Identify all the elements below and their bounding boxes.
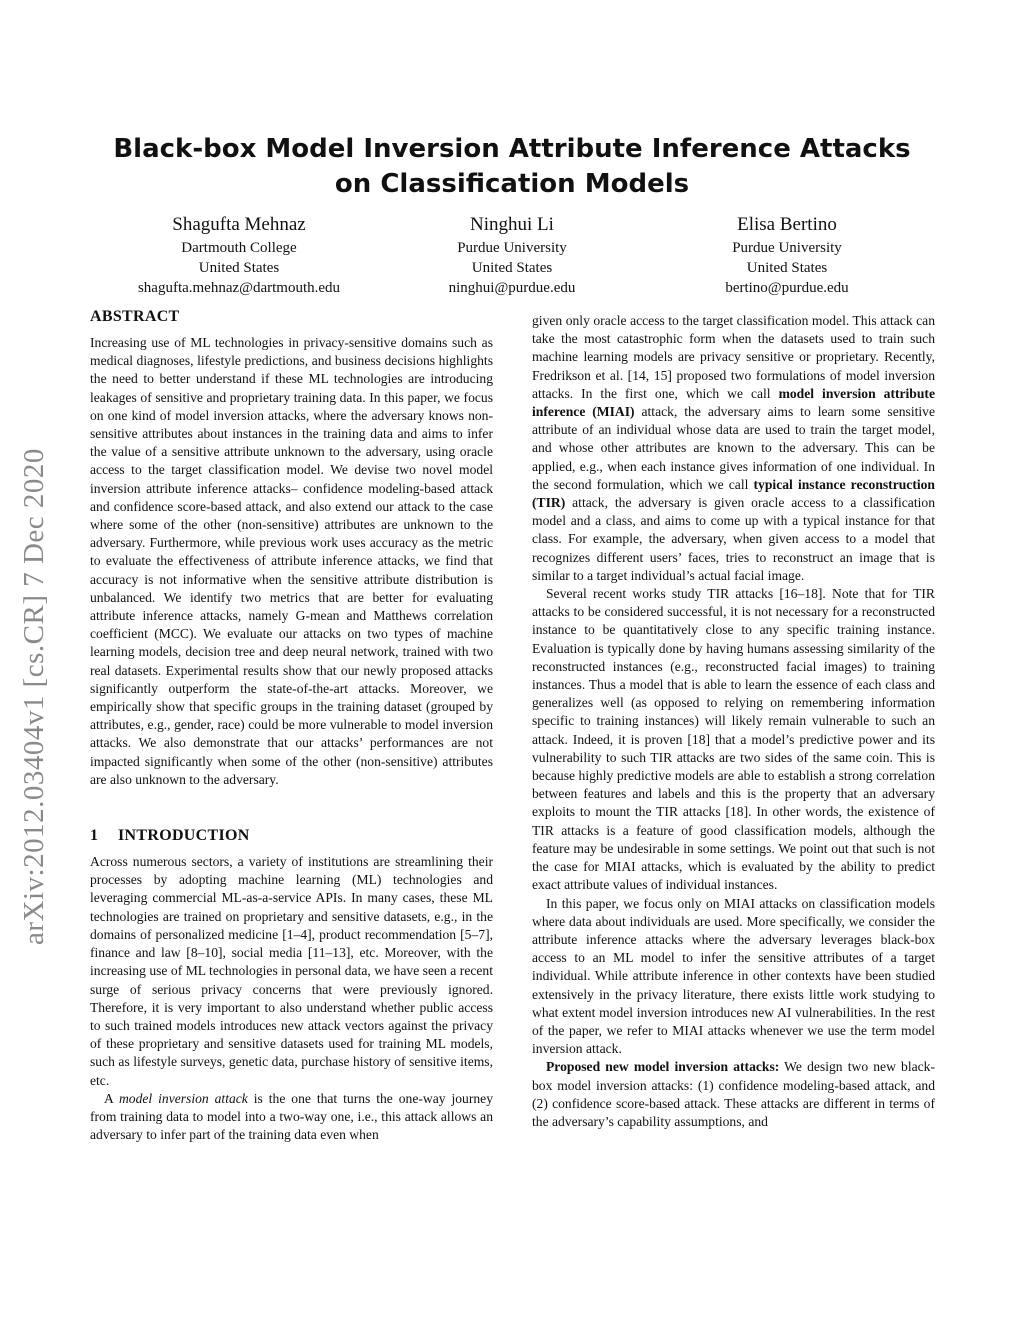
author-email[interactable]: ninghui@purdue.edu bbox=[448, 280, 576, 296]
author-name: Shagufta Mehnaz bbox=[172, 214, 306, 235]
text-run: We design two new black-box model inversion attacks: (1) confidence modeling-based attack, and (2) confidence score-based attack. These attacks are different in terms of the adversary’s capability assumptions, and bbox=[532, 1059, 936, 1129]
author-3 bbox=[637, 212, 937, 298]
bold-term-miai: model inversion attribute inference (MIAI) bbox=[532, 385, 935, 420]
author-affiliation: Purdue University bbox=[457, 240, 567, 256]
right-column bbox=[532, 312, 935, 1131]
abstract-text: Increasing use of ML technologies in privacy-sensitive domains such as medical diagnoses, lifestyle predictions, and business decisions highlights the need to better understand if these ML technologies are introducing leakages of sensitive and proprietary training data. In this paper, we focus on one kind of model inversion attacks, where the adversary knows non-sensitive attributes about instances in the training data and aims to infer the value of a sensitive attribute unknown to the adversary, using oracle access to the target classification model. We devise two novel model inversion attribute inference attacks– confidence modeling-based attack and confidence score-based attack, and also extend our attack to the case where some of the other (non-sensitive) attributes are unknown to the adversary. Furthermore, while previous work uses accuracy as the metric to evaluate the effectiveness of attribute inference attacks, we find that accuracy is not informative when the sensitive attribute distribution is unbalanced. We identify two metrics that are better for evaluating attribute inference attacks, namely G-mean and Matthews correlation coefficient (MCC). We evaluate our attacks on two types of machine learning models, decision tree and deep neural network, trained with two real datasets. Experimental results show that our newly proposed attacks significantly outperform the state-of-the-art attacks. Moreover, we empirically show that specific groups in the training dataset (grouped by attributes, e.g., gender, race) could be more vulnerable to model inversion attacks. We also demonstrate that our attacks’ performances are not impacted significantly when some of the other (non-sensitive) attributes are also unknown to the adversary. bbox=[90, 335, 493, 787]
intro-paragraph-2 bbox=[90, 1090, 493, 1145]
paper-title: Black-box Model Inversion Attribute Inference Attacks on Classification Models bbox=[113, 134, 911, 199]
author-block bbox=[92, 212, 932, 302]
text-run: attack, the adversary is given oracle access to a classification model and a class, and aims to come up with a typical instance for that class. For example, the adversary, when given access to a model that recognizes different users’ faces, tries to reconstruct an image that is similar to a target individual’s actual facial image. bbox=[532, 495, 935, 583]
intro-paragraph-6 bbox=[532, 1058, 935, 1131]
emphasis-term: model inversion attack bbox=[118, 1090, 248, 1106]
author-2 bbox=[362, 212, 662, 298]
intro-paragraph-5: In this paper, we focus only on MIAI attacks on classification models where data about individuals are used. More specifically, we consider the attribute inference attacks where the adversary leverages black-box access to an ML model to infer the sensitive attributes of a target individual. While attribute inference in other contexts have been studied extensively in the privacy literature, there exists little work studying to what extent model inversion introduces new AI vulnerabilities. In the rest of the paper, we refer to MIAI attacks whenever we use the term model inversion attack. bbox=[532, 895, 935, 1057]
author-email[interactable]: bertino@purdue.edu bbox=[725, 280, 849, 296]
left-column bbox=[90, 306, 493, 1144]
abstract-heading: ABSTRACT bbox=[90, 308, 180, 325]
author-country: United States bbox=[198, 260, 280, 276]
arxiv-identifier[interactable]: arXiv:2012.03404v1 [cs.CR] 7 Dec 2020 bbox=[18, 448, 50, 945]
author-affiliation: Purdue University bbox=[732, 240, 842, 256]
bold-lead-in: Proposed new model inversion attacks: bbox=[546, 1059, 780, 1075]
text-run: A bbox=[104, 1090, 119, 1106]
text-run: given only oracle access to the target classification model. This attack can take the most catastrophic form when the datasets used to train such machine learning models are privacy sensitive or proprietary. Recently, Fredrikson et al. [14, 15] proposed two formulations of model inversion attacks. In the first one, which we call bbox=[532, 313, 935, 401]
intro-paragraph-3 bbox=[532, 312, 935, 585]
author-country: United States bbox=[471, 260, 553, 276]
section-heading-introduction bbox=[90, 825, 493, 847]
intro-paragraph-4: Several recent works study TIR attacks [16–18]. Note that for TIR attacks to be considered successful, it is not necessary for a reconstructed instance to be quantitatively close to any specific training instance. Evaluation is typically done by having humans assessing similarity of the reconstructed instances (e.g., reconstructed facial images) to training instances. Thus a model that is able to learn the essence of each class and generalizes well (as opposed to relying on remembering information specific to training instances) will likely remain vulnerable to such an attack. Indeed, it is proven [18] that a model’s predictive power and its vulnerability to such TIR attacks are two sides of the same coin. This is because highly predictive models are able to establish a strong correlation between features and labels and this is the property that an adversary exploits to mount the TIR attacks [18]. In other words, the existence of TIR attacks is a feature of good classification models, although the feature may be undesirable in some settings. We point out that such is not the case for MIAI attacks, which is evaluated by the ability to predict exact attribute values of individual instances. bbox=[532, 586, 935, 893]
intro-paragraph-1: Across numerous sectors, a variety of institutions are streamlining their processes by adopting machine learning (ML) technologies and leveraging commercial ML-as-a-service APIs. In many cases, these ML technologies are trained on proprietary and sensitive datasets, e.g., in the domains of personalized medicine [1–4], product recommendation [5–7], finance and law [8–10], social media [11–13], etc. Moreover, with the increasing use of ML technologies in personal data, we have seen a recent surge of serious privacy concerns that were previously ignored. Therefore, it is very important to also understand whether public access to such trained models introduces new attack vectors against the privacy of these proprietary and sensitive datasets used for training ML models, such as lifestyle surveys, genetic data, purchase history of sensitive items, etc. bbox=[90, 854, 493, 1088]
author-1 bbox=[89, 212, 389, 298]
section-number: 1 bbox=[90, 827, 99, 845]
author-name: Ninghui Li bbox=[470, 214, 554, 235]
author-name: Elisa Bertino bbox=[737, 214, 837, 235]
author-email[interactable]: shagufta.mehnaz@dartmouth.edu bbox=[137, 280, 341, 296]
text-run: is the one that turns the one-way journey from training data to model into a two-way one, i.e., this attack allows an adversary to infer part of the training data even when bbox=[90, 1090, 494, 1143]
bold-term-tir: typical instance reconstruction (TIR) bbox=[532, 476, 935, 511]
author-country: United States bbox=[746, 260, 828, 276]
section-title: INTRODUCTION bbox=[118, 827, 250, 845]
author-affiliation: Dartmouth College bbox=[181, 240, 297, 256]
text-run: attack, the adversary aims to learn some sensitive attribute of an individual whose data are used to train the target model, and whose other attributes are known to the adversary. This can be applied, e.g., when each instance gives information of one individual. In the second formulation, which we call bbox=[532, 404, 935, 492]
